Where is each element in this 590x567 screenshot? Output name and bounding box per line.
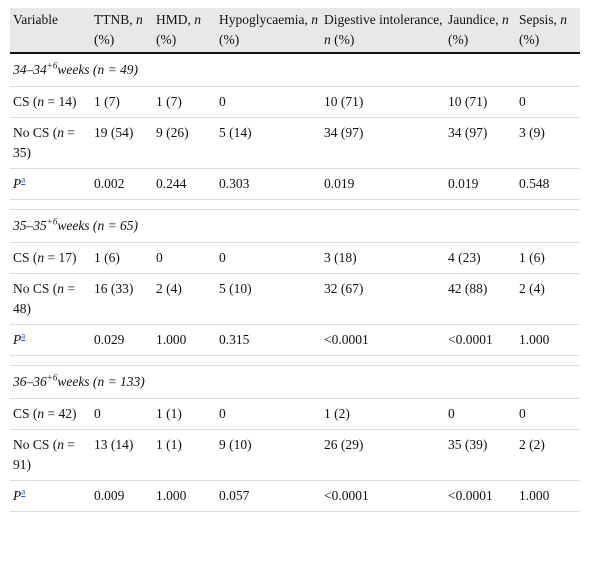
footnote-link[interactable]: a	[21, 330, 26, 341]
table-cell: 2 (2)	[516, 430, 580, 481]
table-cell: 35 (39)	[445, 430, 516, 481]
table-cell: 0.029	[91, 325, 153, 356]
table-cell: 9 (10)	[216, 430, 321, 481]
table-cell: 0.057	[216, 481, 321, 512]
table-cell: 26 (29)	[321, 430, 445, 481]
table-row	[10, 87, 580, 118]
table-cell: 0.315	[216, 325, 321, 356]
header-row	[10, 8, 580, 53]
header-hypoglycaemia: Hypoglycaemia, n (%)	[216, 8, 321, 53]
table-row	[10, 169, 580, 200]
table-cell: 3 (9)	[516, 118, 580, 169]
table-cell: 0	[216, 399, 321, 430]
section-header-row	[10, 366, 580, 399]
row-label: $P^a$	[10, 481, 91, 512]
table-cell: 10 (71)	[445, 87, 516, 118]
header-variable: Variable	[10, 8, 91, 53]
row-label: CS (n = 42)	[10, 399, 91, 430]
row-label: CS (n = 17)	[10, 243, 91, 274]
row-label: No CS (n = 48)	[10, 274, 91, 325]
table-cell: 13 (14)	[91, 430, 153, 481]
table-cell: 3 (18)	[321, 243, 445, 274]
spacer-cell	[10, 200, 580, 210]
table-cell: 2 (4)	[153, 274, 216, 325]
table-cell: 4 (23)	[445, 243, 516, 274]
table-cell: 10 (71)	[321, 87, 445, 118]
table-cell: 0	[91, 399, 153, 430]
header-ttnb: TTNB, n (%)	[91, 8, 153, 53]
table-cell: 1.000	[516, 325, 580, 356]
table-row	[10, 399, 580, 430]
table-cell: 1 (7)	[153, 87, 216, 118]
table-cell: 1 (6)	[91, 243, 153, 274]
section-label: $34-34^{+6}weeks$ (n = 49)	[10, 53, 580, 87]
section-header-row	[10, 53, 580, 87]
table-cell: <0.0001	[445, 325, 516, 356]
table-cell: 1 (1)	[153, 399, 216, 430]
table-cell: 1 (7)	[91, 87, 153, 118]
table-row	[10, 325, 580, 356]
section-label: $36-36^{+6}weeks$ (n = 133)	[10, 366, 580, 399]
header-hmd: HMD, n (%)	[153, 8, 216, 53]
table-cell: 0.244	[153, 169, 216, 200]
spacer-cell	[10, 356, 580, 366]
table-cell: 1.000	[153, 481, 216, 512]
section-spacer	[10, 356, 580, 366]
table-cell: 32 (67)	[321, 274, 445, 325]
table-row	[10, 274, 580, 325]
table-cell: 2 (4)	[516, 274, 580, 325]
section-spacer	[10, 200, 580, 210]
table-cell: 0	[216, 87, 321, 118]
row-label: $P^a$	[10, 169, 91, 200]
table-cell: 0	[445, 399, 516, 430]
table-row	[10, 243, 580, 274]
table-cell: 34 (97)	[321, 118, 445, 169]
table-cell: 1.000	[153, 325, 216, 356]
table-cell: 5 (10)	[216, 274, 321, 325]
footnote-link[interactable]: a	[21, 486, 26, 497]
table-cell: 0	[216, 243, 321, 274]
row-label: No CS (n = 35)	[10, 118, 91, 169]
table-cell: 34 (97)	[445, 118, 516, 169]
section-header-row	[10, 210, 580, 243]
table-cell: 0.019	[445, 169, 516, 200]
table-cell: 0	[516, 399, 580, 430]
header-jaundice: Jaundice, n (%)	[445, 8, 516, 53]
table-row	[10, 118, 580, 169]
table-cell: 1 (2)	[321, 399, 445, 430]
table-cell: 0.009	[91, 481, 153, 512]
table-cell: 0.303	[216, 169, 321, 200]
table-row	[10, 481, 580, 512]
header-digestive-intolerance: Digestive intolerance, n (%)	[321, 8, 445, 53]
table-cell: 1 (6)	[516, 243, 580, 274]
section-label: $35-35^{+6}weeks$ (n = 65)	[10, 210, 580, 243]
table-cell: 19 (54)	[91, 118, 153, 169]
table-row	[10, 430, 580, 481]
outcomes-table	[10, 8, 580, 512]
table-cell: 16 (33)	[91, 274, 153, 325]
footnote-link[interactable]: a	[21, 174, 26, 185]
table-cell: 0.019	[321, 169, 445, 200]
table-cell: 1 (1)	[153, 430, 216, 481]
table-cell: 9 (26)	[153, 118, 216, 169]
table-cell: 1.000	[516, 481, 580, 512]
table-cell: <0.0001	[321, 325, 445, 356]
table-cell: 0	[516, 87, 580, 118]
table-cell: <0.0001	[445, 481, 516, 512]
header-sepsis: Sepsis, n (%)	[516, 8, 580, 53]
table-cell: <0.0001	[321, 481, 445, 512]
table-cell: 42 (88)	[445, 274, 516, 325]
table-cell: 0.002	[91, 169, 153, 200]
table-cell: 5 (14)	[216, 118, 321, 169]
table-cell: 0.548	[516, 169, 580, 200]
row-label: $P^a$	[10, 325, 91, 356]
row-label: No CS (n = 91)	[10, 430, 91, 481]
table-cell: 0	[153, 243, 216, 274]
row-label: CS (n = 14)	[10, 87, 91, 118]
